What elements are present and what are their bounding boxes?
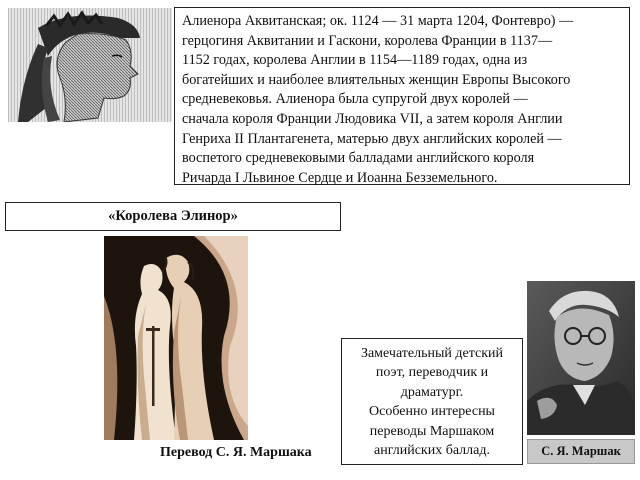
note-line: Замечательный детский xyxy=(360,346,504,361)
bio-line: богатейших и наиболее влиятельных женщин Европы Высокого xyxy=(182,71,571,88)
bio-line: Алиенора Аквитанская; ок. 1124 — 31 марта 1204, Фонтевро) — xyxy=(182,13,574,29)
note-line: драматург. xyxy=(400,384,464,400)
bio-line: воспетого средневековыми балладами английского короля xyxy=(182,150,535,167)
note-line: английских баллад. xyxy=(374,443,490,459)
photo-portrait-icon xyxy=(527,281,635,435)
bio-line: Генриха II Плантагенета, матерью двух английских королей — xyxy=(182,130,562,147)
engraved-portrait-icon xyxy=(8,8,172,122)
marshak-name-caption: С. Я. Маршак xyxy=(527,439,635,464)
bio-line: 1152 годах, королева Англии в 1154—1189 годах, одна из xyxy=(182,52,528,69)
two-figures-icon xyxy=(104,236,248,440)
eleanor-portrait-image xyxy=(8,8,172,122)
note-line: поэт, переводчик и xyxy=(375,365,489,381)
note-line: переводы Маршаком xyxy=(369,423,495,439)
bio-line: Ричарда I Львиное Сердце и Иоанна Безземельного. xyxy=(182,169,498,186)
ballad-illustration-image xyxy=(104,236,248,440)
ballad-title: «Королева Элинор» xyxy=(5,202,341,231)
bio-line: сначала короля Франции Людовика VII, а затем короля Англии xyxy=(182,110,563,127)
note-line: Особенно интересны xyxy=(369,404,495,420)
bio-line: герцогиня Аквитании и Гаскони, королева Франции в 1137— xyxy=(182,32,553,49)
bio-line: средневековья. Алиенора была супругой двух королей — xyxy=(182,91,528,108)
marshak-note-box xyxy=(341,338,523,465)
bio-text-box xyxy=(174,7,630,185)
marshak-portrait-image xyxy=(527,281,635,435)
translation-caption: Перевод С. Я. Маршака xyxy=(160,445,312,460)
